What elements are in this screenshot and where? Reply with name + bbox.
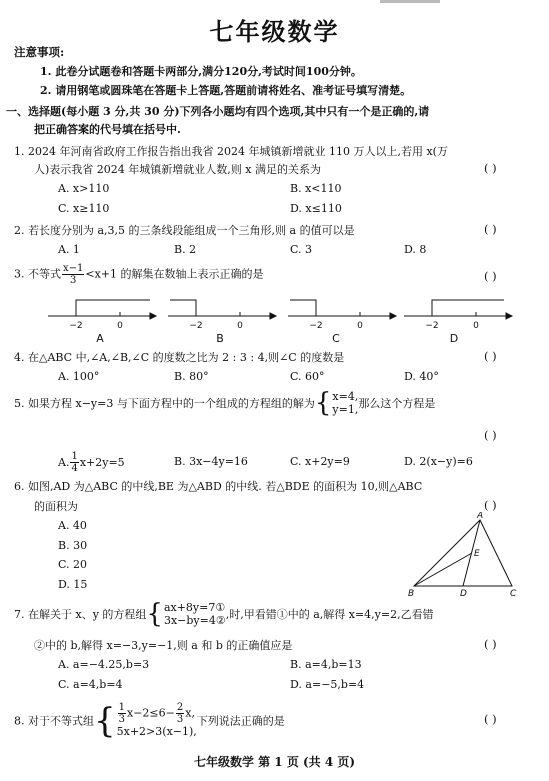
q7-system-row2: 3x−by=4② [163,614,226,627]
q5-option-c: C. x+2y=9 [290,455,350,468]
q5-system-row2: y=1, [332,403,359,416]
q3-label-c: C [332,332,340,344]
q1-text-line2: 人)表示我省 2024 年城镇新增就业人数,则 x 满足的关系为 [34,163,321,176]
q1-answer-paren[interactable]: ( ) [484,161,497,175]
q6-label-a: A [477,512,484,521]
q7-option-d: D. a=−5,b=4 [290,678,365,691]
q5-suffix: 那么这个方程是 [358,397,436,410]
q4-option-c: C. 60° [290,370,325,383]
q3-a-tick-neg2: −2 [69,321,83,331]
q7-brace: { [146,599,163,629]
section-heading-line2: 把正确答案的代号填在括号中. [34,123,181,136]
q6-option-b: B. 30 [58,539,88,552]
q6-option-d: D. 15 [58,578,88,591]
q2-answer-paren[interactable]: ( ) [484,222,497,236]
q3-d-tick-0: 0 [473,321,479,331]
q1-option-c: C. x≥110 [58,202,110,215]
q3-number-lines [40,292,520,344]
q8-brace: { [94,700,116,741]
q2-option-c: C. 3 [290,243,313,256]
q3-b-tick-neg2: −2 [189,321,203,331]
q3-suffix: <x+1 的解集在数轴上表示正确的是 [85,267,264,281]
q6-label-c: C [510,589,517,598]
q8-text [14,702,285,739]
q6-answer-paren[interactable]: ( ) [484,498,497,512]
q5-system [332,390,358,416]
q5-option-b: B. 3x−4y=16 [174,455,248,468]
q5-option-a-numerator: 1 [71,451,78,462]
q1-option-a: A. x>110 [58,182,110,195]
q7-option-a: A. a=−4.25,b=3 [58,658,150,671]
q1-option-b: B. x<110 [290,182,342,195]
q7-prefix: 7. 在解关于 x、y 的方程组 [14,608,147,621]
q7-option-c: C. a=4,b=4 [58,678,123,691]
q2-option-a: A. 1 [58,243,80,256]
scan-mark [380,0,440,3]
page-footer: 七年级数学 第 1 页 (共 4 页) [193,755,356,769]
notes-item-2: 2. 请用钢笔或圆珠笔在答题卡上答题,答题前请将姓名、准考证号填写清楚。 [40,84,412,97]
q3-label-a: A [96,332,104,344]
q8-row1-end: x, [185,706,195,720]
q3-label-b: B [216,332,224,344]
section-heading-line1: 一、选择题(每小题 3 分,共 30 分)下列各小题均有四个选项,其中只有一个是正确的,请 [6,105,430,118]
q5-brace: { [314,388,332,418]
q8-prefix: 8. 对于不等式组 [14,714,94,728]
q5-option-a-denominator: 4 [71,463,78,474]
q3-d-tick-neg2: −2 [425,321,439,331]
notes-heading: 注意事项: [14,45,65,59]
q6-text-line2: 的面积为 [34,500,78,513]
q5-answer-paren[interactable]: ( ) [484,428,497,442]
q4-option-a: A. 100° [58,370,100,383]
q3-text [14,263,264,286]
q8-frac2-den: 3 [176,714,184,725]
q4-option-d: D. 40° [404,370,439,383]
q7-suffix: ,时,甲看错①中的 a,解得 x=4,y=2,乙看错 [225,608,434,621]
q6-option-c: C. 20 [58,558,88,571]
q3-c-tick-neg2: −2 [309,321,323,331]
q5-text [14,390,435,416]
q1-text-line1: 1. 2024 年河南省政府工作报告指出我省 2024 年城镇新增就业 110 万人以上,若用 x(万 [14,145,448,158]
q3-label-d: D [449,332,459,344]
q8-row1-fraction-2 [176,702,184,725]
q8-system-row2: 5x+2>3(x−1), [116,725,197,738]
q1-option-d: D. x≤110 [290,202,342,215]
q3-fraction [62,263,84,286]
q6-label-b: B [408,589,415,598]
q7-system-row1: ax+8y=7① [163,601,226,614]
q4-option-b: B. 80° [174,370,209,383]
q3-c-tick-0: 0 [357,321,363,331]
q2-text: 2. 若长度分别为 a,3,5 的三条线段能组成一个三角形,则 a 的值可以是 [14,224,355,237]
q8-suffix: 下列说法正确的是 [196,714,285,728]
q7-answer-paren[interactable]: ( ) [484,637,497,651]
q3-prefix: 3. 不等式 [14,267,61,281]
q3-fraction-numerator: x−1 [63,263,84,274]
q7-text-line2: ②中的 b,解得 x=−3,y=−1,则 a 和 b 的正确值应是 [34,639,293,652]
q8-system [117,702,197,739]
q3-b-tick-0: 0 [237,321,243,331]
q4-answer-paren[interactable]: ( ) [484,349,497,363]
q5-option-a [58,451,125,474]
q5-option-a-fraction [70,451,78,474]
q2-option-b: B. 2 [174,243,197,256]
q6-option-a: A. 40 [58,519,87,532]
q8-frac2-num: 2 [176,702,184,713]
q5-option-d: D. 2(x−y)=6 [404,455,473,468]
page-title: 七年级数学 [209,17,340,46]
notes-item-1: 1. 此卷分试题卷和答题卡两部分,满分120分,考试时间100分钟。 [40,65,362,78]
q6-text-line1: 6. 如图,AD 为△ABC 的中线,BE 为△ABD 的中线. 若△BDE 的面积为 10,则△ABC [14,480,423,493]
q8-frac1-num: 1 [118,702,126,713]
q3-answer-paren[interactable]: ( ) [484,269,497,283]
q3-fraction-denominator: 3 [70,275,77,286]
q6-label-e: E [474,549,480,559]
q8-row1-fraction-1 [118,702,126,725]
q8-system-row1 [117,702,197,725]
q2-option-d: D. 8 [404,243,427,256]
q5-system-row1: x=4, [332,390,359,403]
q5-option-a-rest: x+2y=5 [79,456,125,469]
q8-frac1-den: 3 [118,714,126,725]
q7-option-b: B. a=4,b=13 [290,658,362,671]
q8-row1-mid: x−2≤6− [127,706,175,720]
q8-answer-paren[interactable]: ( ) [484,712,497,726]
q7-text-line1 [14,601,434,627]
q4-text: 4. 在△ABC 中,∠A,∠B,∠C 的度数之比为 2 : 3 : 4,则∠C 的度数是 [14,351,345,364]
q5-option-a-letter: A. [58,456,70,469]
q3-a-tick-0: 0 [117,321,123,331]
q7-system [164,601,226,627]
q6-triangle-figure [400,512,530,598]
q6-label-d: D [460,589,467,598]
q5-prefix: 5. 如果方程 x−y=3 与下面方程中的一个组成的方程组的解为 [14,397,315,410]
